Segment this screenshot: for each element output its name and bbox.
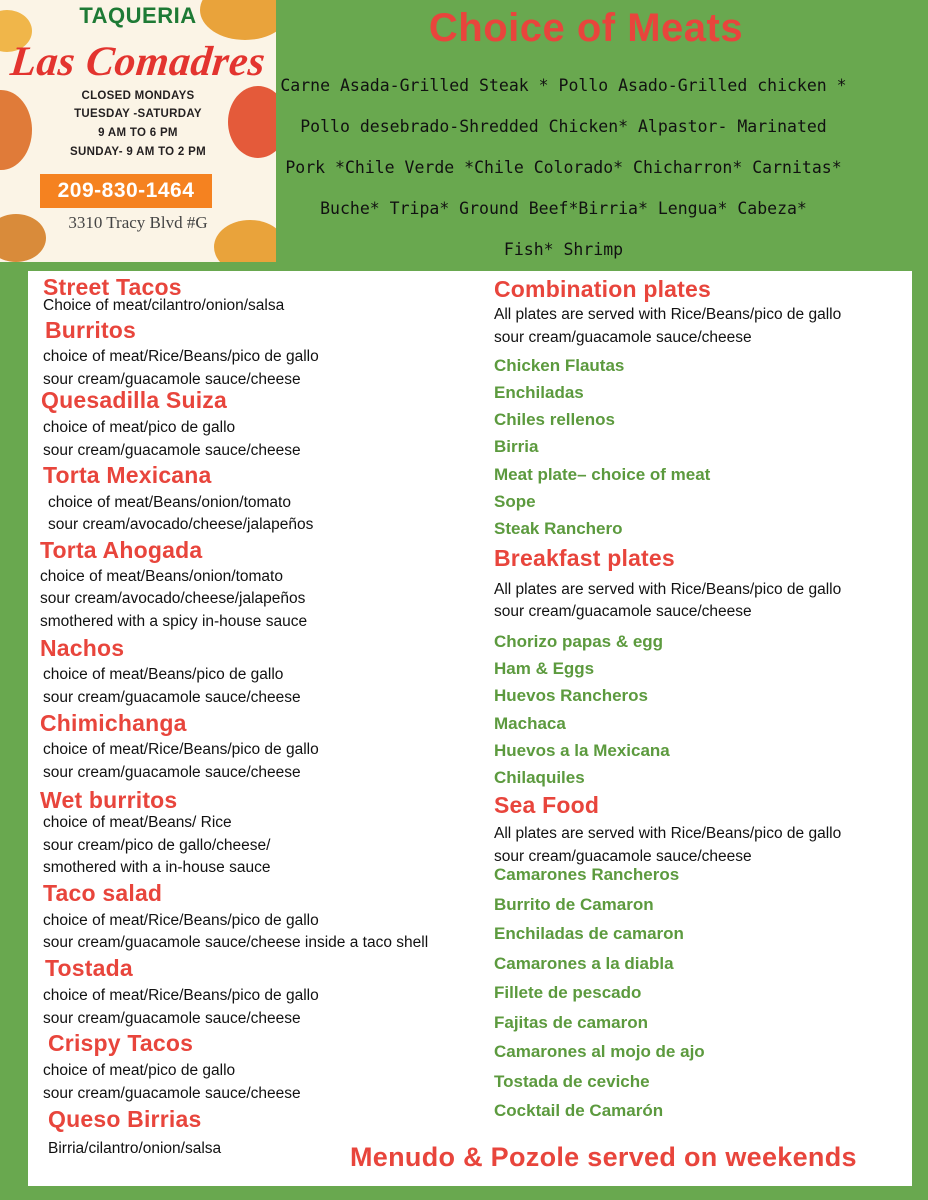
logo-open-days: TUESDAY -SATURDAY: [74, 108, 202, 120]
queso-birrias-desc: Birria/cilantro/onion/salsa: [48, 1140, 222, 1157]
wet-burritos-desc: choice of meat/Beans/ Rice: [43, 814, 232, 831]
wet-burritos-desc: sour cream/pico de gallo/cheese/: [43, 837, 271, 854]
restaurant-logo: [0, 0, 276, 262]
logo-restaurant-name: Las Comadres: [8, 39, 268, 85]
chimichanga-desc: sour cream/guacamole sauce/cheese: [43, 764, 301, 781]
menu-item: Sope: [494, 492, 536, 511]
quesadilla-suiza-heading: Quesadilla Suiza: [41, 387, 227, 413]
menu-item: Enchiladas de camaron: [494, 924, 684, 943]
torta-mexicana-heading: Torta Mexicana: [43, 462, 212, 488]
chimichanga-desc: choice of meat/Rice/Beans/pico de gallo: [43, 741, 319, 758]
menu-item: Machaca: [494, 714, 566, 733]
menu-item: Huevos a la Mexicana: [494, 741, 670, 760]
sea-food-heading: Sea Food: [494, 792, 600, 818]
menu-item: Chorizo papas & egg: [494, 632, 664, 651]
tostada-heading: Tostada: [45, 955, 133, 981]
logo-closed-mondays: CLOSED MONDAYS: [81, 90, 195, 102]
torta-mexicana-desc: sour cream/avocado/cheese/jalapeños: [48, 516, 314, 533]
menu-item: Chilaquiles: [494, 768, 585, 787]
queso-birrias-heading: Queso Birrias: [48, 1106, 202, 1132]
meats-line: Carne Asada-Grilled Steak * Pollo Asado-Grilled chicken *: [280, 76, 847, 95]
menu-item: Camarones Rancheros: [494, 865, 680, 884]
nachos-desc: sour cream/guacamole sauce/cheese: [43, 689, 301, 706]
menu-item: Burrito de Camaron: [494, 895, 654, 914]
chimichanga-heading: Chimichanga: [40, 710, 187, 736]
address: 3310 Tracy Blvd #G: [68, 213, 208, 232]
meats-line: Pollo desebrado-Shredded Chicken* Alpastor- Marinated: [300, 117, 827, 136]
torta-ahogada-desc: choice of meat/Beans/onion/tomato: [40, 568, 283, 585]
street-tacos-heading: Street Tacos: [43, 274, 182, 300]
wet-burritos-heading: Wet burritos: [40, 787, 178, 813]
meats-line: Fish* Shrimp: [503, 240, 624, 259]
burritos-desc: sour cream/guacamole sauce/cheese: [43, 371, 301, 388]
wet-burritos-desc: smothered with a in-house sauce: [43, 859, 271, 876]
crispy-tacos-heading: Crispy Tacos: [48, 1030, 194, 1056]
menu-item: Tostada de ceviche: [494, 1072, 650, 1091]
weekend-specials-banner: Menudo & Pozole served on weekends: [350, 1142, 857, 1172]
torta-mexicana-desc: choice of meat/Beans/onion/tomato: [48, 494, 291, 511]
menu-item: Fillete de pescado: [494, 983, 642, 1002]
torta-ahogada-desc: smothered with a spicy in-house sauce: [40, 613, 308, 630]
torta-ahogada-heading: Torta Ahogada: [40, 537, 203, 563]
burritos-heading: Burritos: [45, 317, 137, 343]
phone-number: 209-830-1464: [40, 174, 212, 208]
breakfast-plates-desc: sour cream/guacamole sauce/cheese: [494, 603, 752, 620]
menu-item: Chiles rellenos: [494, 410, 615, 429]
meats-line: Buche* Tripa* Ground Beef*Birria* Lengua* Cabeza*: [320, 199, 807, 218]
menu-item: Huevos Rancheros: [494, 686, 648, 705]
taco-salad-desc: sour cream/guacamole sauce/cheese inside a taco shell: [43, 934, 429, 951]
menu-panel: [28, 271, 912, 1186]
logo-sunday-hours: SUNDAY- 9 AM TO 2 PM: [70, 146, 206, 158]
menu-item: Camarones al mojo de ajo: [494, 1042, 705, 1061]
combination-plates-desc: sour cream/guacamole sauce/cheese: [494, 329, 752, 346]
street-tacos-desc: Choice of meat/cilantro/onion/salsa: [43, 297, 285, 314]
menu-item: Cocktail de Camarón: [494, 1101, 664, 1120]
nachos-heading: Nachos: [40, 635, 125, 661]
nachos-desc: choice of meat/Beans/pico de gallo: [43, 666, 284, 683]
crispy-tacos-desc: choice of meat/pico de gallo: [43, 1062, 236, 1079]
combination-plates-heading: Combination plates: [494, 276, 712, 302]
torta-ahogada-desc: sour cream/avocado/cheese/jalapeños: [40, 590, 306, 607]
quesadilla-suiza-desc: sour cream/guacamole sauce/cheese: [43, 442, 301, 459]
menu-item: Enchiladas: [494, 383, 584, 402]
meats-title: Choice of Meats: [428, 6, 744, 50]
menu-item: Steak Ranchero: [494, 519, 623, 538]
menu-item: Camarones a la diabla: [494, 954, 674, 973]
crispy-tacos-desc: sour cream/guacamole sauce/cheese: [43, 1085, 301, 1102]
logo-open-hours: 9 AM TO 6 PM: [98, 127, 178, 139]
taco-salad-heading: Taco salad: [43, 880, 163, 906]
sea-food-desc: All plates are served with Rice/Beans/pico de gallo: [494, 825, 842, 842]
menu-item: Ham & Eggs: [494, 659, 595, 678]
meats-line: Pork *Chile Verde *Chile Colorado* Chicharron* Carnitas*: [285, 158, 842, 177]
tostada-desc: sour cream/guacamole sauce/cheese: [43, 1010, 301, 1027]
taco-salad-desc: choice of meat/Rice/Beans/pico de gallo: [43, 912, 319, 929]
menu-item: Fajitas de camaron: [494, 1013, 649, 1032]
sea-food-desc: sour cream/guacamole sauce/cheese: [494, 848, 752, 865]
menu-item: Meat plate– choice of meat: [494, 465, 711, 484]
breakfast-plates-heading: Breakfast plates: [494, 545, 675, 571]
tostada-desc: choice of meat/Rice/Beans/pico de gallo: [43, 987, 319, 1004]
logo-taqueria-text: TAQUERIA: [79, 3, 197, 28]
menu-item: Chicken Flautas: [494, 356, 625, 375]
combination-plates-desc: All plates are served with Rice/Beans/pico de gallo: [494, 306, 842, 323]
menu-item: Birria: [494, 437, 539, 456]
breakfast-plates-desc: All plates are served with Rice/Beans/pico de gallo: [494, 581, 842, 598]
burritos-desc: choice of meat/Rice/Beans/pico de gallo: [43, 348, 319, 365]
quesadilla-suiza-desc: choice of meat/pico de gallo: [43, 419, 236, 436]
